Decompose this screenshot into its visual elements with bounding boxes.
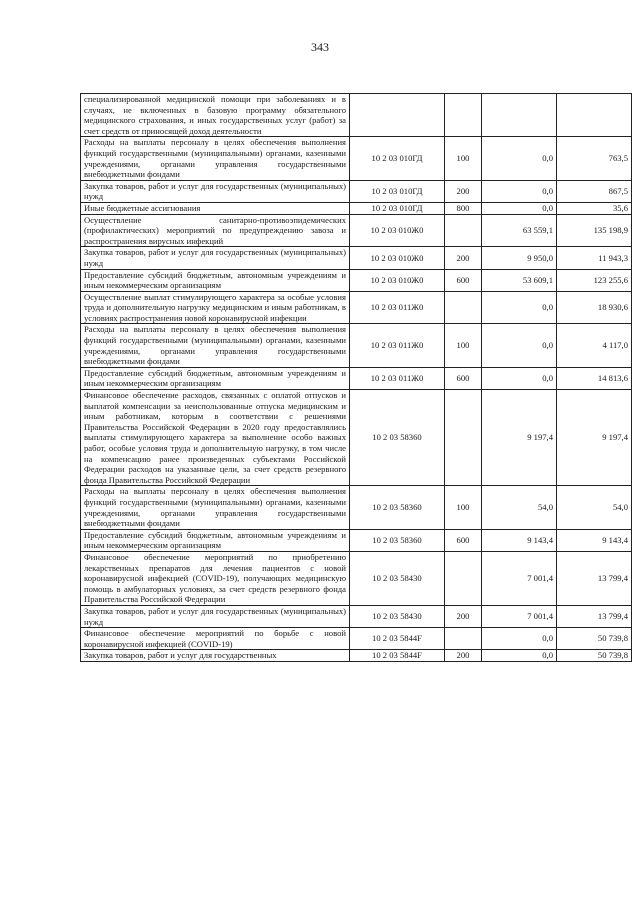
row-amount-1: 0,0 bbox=[482, 202, 557, 214]
row-expense-type: 200 bbox=[445, 605, 482, 627]
table-row bbox=[81, 94, 632, 137]
row-amount-1: 63 559,1 bbox=[482, 214, 557, 247]
row-target-code: 10 2 03 58360 bbox=[350, 486, 445, 529]
row-amount-2: 13 799,4 bbox=[557, 605, 632, 627]
row-target-code: 10 2 03 010ГД bbox=[350, 137, 445, 180]
table-row bbox=[81, 291, 632, 324]
row-target-code: 10 2 03 58430 bbox=[350, 605, 445, 627]
row-expense-type: 100 bbox=[445, 324, 482, 367]
row-expense-type bbox=[445, 94, 482, 137]
row-amount-2: 14 813,6 bbox=[557, 367, 632, 389]
table-row bbox=[81, 367, 632, 389]
row-description: Осуществление санитарно-противоэпидемических (профилактических) мероприятий по предупреждению завоза и распространения вирусных инфекций bbox=[81, 214, 350, 247]
table-row bbox=[81, 180, 632, 202]
row-description: Расходы на выплаты персоналу в целях обеспечения выполнения функций государственными (муниципальными) органами, казенными учреждениями, органами управления государственными внебюджетными фондами bbox=[81, 324, 350, 367]
row-expense-type: 100 bbox=[445, 137, 482, 180]
row-amount-1: 53 609,1 bbox=[482, 269, 557, 291]
row-amount-1: 7 001,4 bbox=[482, 551, 557, 605]
row-amount-1: 7 001,4 bbox=[482, 605, 557, 627]
row-amount-2: 50 739,8 bbox=[557, 628, 632, 650]
row-expense-type bbox=[445, 628, 482, 650]
row-description: Предоставление субсидий бюджетным, автономным учреждениям и иным некоммерческим организациям bbox=[81, 367, 350, 389]
row-expense-type: 800 bbox=[445, 202, 482, 214]
table-row bbox=[81, 137, 632, 180]
row-description: Финансовое обеспечение мероприятий по приобретению лекарственных препаратов для лечения пациентов с новой коронавирусной инфекцией (COVID-19), получающих медицинскую помощь в амбулаторных условиях, за счет средств резервного фонда Правительства Российской Федерации bbox=[81, 551, 350, 605]
table-row bbox=[81, 551, 632, 605]
table-row bbox=[81, 486, 632, 529]
row-description: Закупка товаров, работ и услуг для государственных (муниципальных) нужд bbox=[81, 605, 350, 627]
row-target-code: 10 2 03 010ГД bbox=[350, 180, 445, 202]
row-amount-1: 9 197,4 bbox=[482, 390, 557, 486]
row-description: Закупка товаров, работ и услуг для государственных (муниципальных) нужд bbox=[81, 247, 350, 269]
row-expense-type: 100 bbox=[445, 486, 482, 529]
row-expense-type bbox=[445, 214, 482, 247]
row-amount-2: 18 930,6 bbox=[557, 291, 632, 324]
table-row bbox=[81, 529, 632, 551]
row-expense-type bbox=[445, 390, 482, 486]
row-amount-1: 0,0 bbox=[482, 650, 557, 662]
row-amount-1: 0,0 bbox=[482, 180, 557, 202]
row-description: Расходы на выплаты персоналу в целях обеспечения выполнения функций государственными (муниципальными) органами, казенными учреждениями, органами управления государственными внебюджетными фондами bbox=[81, 137, 350, 180]
row-amount-1: 0,0 bbox=[482, 628, 557, 650]
row-amount-2: 13 799,4 bbox=[557, 551, 632, 605]
row-expense-type: 600 bbox=[445, 367, 482, 389]
row-target-code: 10 2 03 58430 bbox=[350, 551, 445, 605]
row-target-code: 10 2 03 010ГД bbox=[350, 202, 445, 214]
row-amount-1 bbox=[482, 94, 557, 137]
row-target-code: 10 2 03 010Ж0 bbox=[350, 269, 445, 291]
row-amount-1: 54,0 bbox=[482, 486, 557, 529]
row-amount-1: 0,0 bbox=[482, 291, 557, 324]
row-expense-type: 200 bbox=[445, 180, 482, 202]
row-expense-type: 200 bbox=[445, 650, 482, 662]
row-target-code: 10 2 03 58360 bbox=[350, 529, 445, 551]
row-target-code: 10 2 03 011Ж0 bbox=[350, 291, 445, 324]
row-description: Финансовое обеспечение расходов, связанных с оплатой отпусков и выплатой компенсации за неиспользованные отпуска медицинским и иным работникам, которым в соответствии с решениями Правительства Российской Федерации в 2020 году предоставлялись выплаты стимулирующего характера за выполнение особо важных работ, особые условия труда и дополнительную нагрузку, в том числе на компенсацию ранее произведенных субъектами Российской Федерации расходов на указанные цели, за счет средств резервного фонда Правительства Российской Федерации bbox=[81, 390, 350, 486]
table-row bbox=[81, 605, 632, 627]
row-expense-type: 200 bbox=[445, 247, 482, 269]
page-number: 343 bbox=[311, 40, 329, 54]
budget-table-body bbox=[81, 94, 632, 662]
row-amount-1: 0,0 bbox=[482, 367, 557, 389]
row-description: специализированной медицинской помощи при заболеваниях и в случаях, не включенных в базовую программу обязательного медицинского страхования, и иных государственных услуг (работ) за счет средств от приносящей доход деятельности bbox=[81, 94, 350, 137]
table-row bbox=[81, 214, 632, 247]
row-description: Закупка товаров, работ и услуг для государственных (муниципальных) нужд bbox=[81, 180, 350, 202]
row-description: Предоставление субсидий бюджетным, автономным учреждениям и иным некоммерческим организациям bbox=[81, 269, 350, 291]
row-description: Иные бюджетные ассигнования bbox=[81, 202, 350, 214]
row-amount-2: 54,0 bbox=[557, 486, 632, 529]
table-row bbox=[81, 390, 632, 486]
table-row bbox=[81, 269, 632, 291]
row-target-code: 10 2 03 5844F bbox=[350, 650, 445, 662]
row-target-code: 10 2 03 011Ж0 bbox=[350, 367, 445, 389]
row-expense-type bbox=[445, 291, 482, 324]
row-amount-2: 50 739,8 bbox=[557, 650, 632, 662]
row-amount-2: 867,5 bbox=[557, 180, 632, 202]
row-expense-type: 600 bbox=[445, 269, 482, 291]
row-amount-2: 763,5 bbox=[557, 137, 632, 180]
row-target-code: 10 2 03 011Ж0 bbox=[350, 324, 445, 367]
table-row bbox=[81, 247, 632, 269]
row-amount-2: 9 197,4 bbox=[557, 390, 632, 486]
row-amount-2: 11 943,3 bbox=[557, 247, 632, 269]
row-target-code: 10 2 03 5844F bbox=[350, 628, 445, 650]
table-row bbox=[81, 202, 632, 214]
row-amount-2: 123 255,6 bbox=[557, 269, 632, 291]
row-description: Расходы на выплаты персоналу в целях обеспечения выполнения функций государственными (муниципальными) органами, казенными учреждениями, органами управления государственными внебюджетными фондами bbox=[81, 486, 350, 529]
row-target-code bbox=[350, 94, 445, 137]
row-description: Осуществление выплат стимулирующего характера за особые условия труда и дополнительную нагрузку медицинским и иным работникам, в условиях распространения новой коронавирусной инфекции bbox=[81, 291, 350, 324]
row-target-code: 10 2 03 010Ж0 bbox=[350, 214, 445, 247]
row-description: Финансовое обеспечение мероприятий по борьбе с новой коронавирусной инфекцией (COVID-19) bbox=[81, 628, 350, 650]
row-target-code: 10 2 03 58360 bbox=[350, 390, 445, 486]
row-amount-1: 9 143,4 bbox=[482, 529, 557, 551]
row-amount-2: 135 198,9 bbox=[557, 214, 632, 247]
row-description: Предоставление субсидий бюджетным, автономным учреждениям и иным некоммерческим организациям bbox=[81, 529, 350, 551]
table-row bbox=[81, 650, 632, 662]
table-row bbox=[81, 324, 632, 367]
row-target-code: 10 2 03 010Ж0 bbox=[350, 247, 445, 269]
row-expense-type bbox=[445, 551, 482, 605]
row-amount-1: 0,0 bbox=[482, 137, 557, 180]
row-expense-type: 600 bbox=[445, 529, 482, 551]
row-description: Закупка товаров, работ и услуг для государственных bbox=[81, 650, 350, 662]
row-amount-2: 4 117,0 bbox=[557, 324, 632, 367]
row-amount-2 bbox=[557, 94, 632, 137]
row-amount-2: 9 143,4 bbox=[557, 529, 632, 551]
budget-table bbox=[80, 93, 632, 662]
row-amount-2: 35,6 bbox=[557, 202, 632, 214]
row-amount-1: 9 950,0 bbox=[482, 247, 557, 269]
table-row bbox=[81, 628, 632, 650]
row-amount-1: 0,0 bbox=[482, 324, 557, 367]
